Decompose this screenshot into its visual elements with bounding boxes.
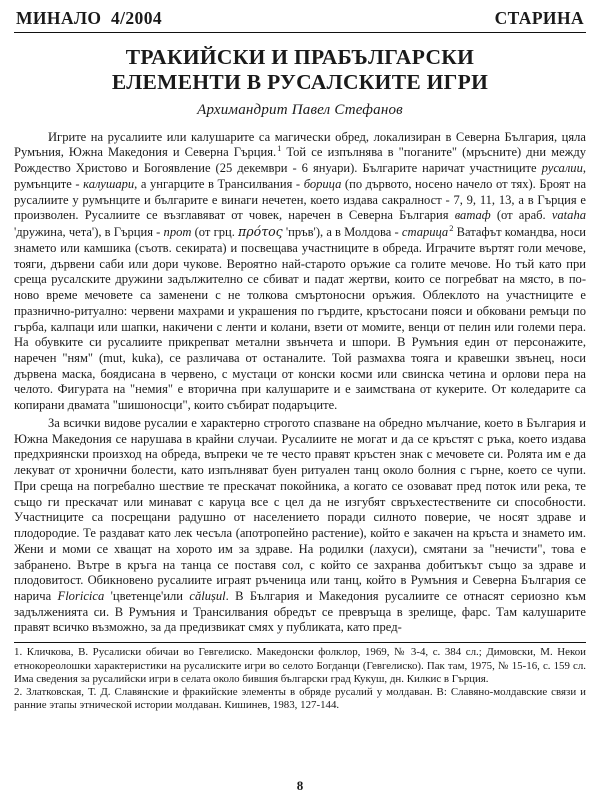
text-run: 'пръв'), а в Молдова - — [282, 225, 402, 240]
text-run: (от араб. — [490, 208, 552, 223]
italic-term-kalushari: калушари — [83, 176, 135, 191]
footnote-2: 2. Златковская, Т. Д. Славянские и фракийские элементы в обряде русалий у молдаван. В: Славяно-молдавские связи и ранние этапы этнической истории молдаван. Кишинев, 1983, 127-144. — [14, 686, 586, 712]
footnote-marker-2: 2 — [449, 222, 454, 233]
body-paragraph-2 — [14, 416, 586, 636]
page-title-line-1: ТРАКИЙСКИ И ПРАБЪЛГАРСКИ — [125, 45, 475, 69]
italic-term-staritsa: старица — [401, 225, 449, 240]
text-run: Игрите на русалиите или калушарите са магически обред, локализиран в Северна България, цяла Румъния, Южна Македония и Северна Гърция. — [14, 129, 586, 160]
running-head-journal: МИНАЛО 4/2004 — [16, 8, 162, 28]
italic-term-boritsa: борица — [303, 176, 342, 191]
italic-term-prot: прот — [163, 225, 192, 240]
italic-term-floricica: Floricica — [57, 589, 105, 604]
footnote-divider — [14, 642, 586, 643]
text-run: , а унгарците в Трансилвания - — [134, 176, 304, 191]
header-divider — [14, 32, 586, 33]
text-run: 'цветенце'или — [104, 589, 190, 604]
footnote-marker-1: 1 — [277, 143, 282, 154]
page-number: 8 — [296, 778, 304, 793]
page-title — [20, 45, 580, 96]
greek-term-protos: πρότος — [238, 224, 283, 240]
text-run: За всички видове русалии е характерно строгото спазване на обредно мълчание, което в България и Южна Македония се нарушава в крайни случаи. Русалиите не могат и да се кръстят с ръка, което издава предхриянски произход на обреда, въпреки че те често правят кръстен знак с мечовете си. Ролята им е да лекуват от хронични болести, като изпълняват буен ритуален танц около болния с гърне, което се чупи. При среща на погребално шествие те прескачат покойника, а когато се озовават пред поток или река, те също ги прескачат или минават с каруца все с цел да не изгубят свръхестествените си способности. Участниците са посрещани радушно от населението поради силното поверие, че носят здраве и плодородие. Те раздават като лек чесъла (апотропейно растение), който е закачен на кръста и знамето им. Жени и моми се хващат на хорото им за здраве. На родилки (лахуси), смятани за "нечисти", това е забранено. Вътре в кръга на танца се поставя сол, с който се захранва добитъкът също за здраве и плодовитост. Обикновено русалиите играят ръченица или танц, който в Румъния и Северна България се нарича — [14, 415, 586, 604]
text-run: (по дървото, носено начело от тях). Броят на русалиите у румънците и българите е винаги нечетен, което издава сакралност - 7, 9, 11, 13, а в Гърция е произволен. Русалиите се възглавяват от човек, наречен в Северна България — [14, 176, 587, 223]
text-run: , румънците - — [14, 161, 586, 191]
footnotes — [14, 646, 586, 712]
text-run: (от грц. — [191, 225, 239, 240]
body-paragraph-1 — [14, 130, 586, 414]
italic-term-vataha: vataha — [551, 208, 586, 223]
running-head-section: СТАРИНА — [494, 8, 584, 28]
footnote-1: 1. Кличкова, В. Русалиски обичаи во Гевгелиско. Македонски фолклор, 1969, № 3-4, с. 384 сл.; Димовски, М. Некои етнокореолошки характеристики на русалиските игри во селото Богданци (Гевгелиско). Пак там, 1975, № 15-16, с. 159 сл. Има сведения за русалийски игри в селата около бившия български град Кукуш, дн. Килкис в Гърция. — [14, 646, 586, 685]
text-run: 'дружина, чета'), в Гърция - — [14, 225, 164, 240]
article-body — [14, 130, 586, 637]
running-head — [14, 8, 586, 32]
italic-term-calusul: călușul — [189, 589, 226, 604]
author-byline: Архимандрит Павел Стефанов — [197, 101, 403, 118]
text-run: Той се изпълнява в "поганите" (мръсните) дни между Рождество Христово и Богоявление (25 декември - 6 януари). Българите наричат участниците — [14, 145, 586, 176]
text-run: Ватафът командва, носи знамето или камшика (съотв. секирата) и посвещава участниците в обреда. Играчите въртят голи мечове, тояги, дървени саби или дори чукове. Вероятно най-старото оръжие са голите мечове. Но тъй като при среща русалските дружини задължително се сбиват и падат жертви, които се погребват на място, в по-ново време мечовете са заменени с не толкова смъртоносни оръжия. Облеклото на участниците е празнично-ритуално: червени махрами и украшения по гърдите, кръстосани пояси и обковани ремъци по гърба, калпаци или шапки, накичени с ленти и колани, взети от момите, венци от пелин или големи пера. На обувките си русалиите прикрепват метални звънчета и шпори. В Румъния един от персонажите, наречен "ням" (mut, kuka), се различава от останалите. Той размахва тояга и кравешки звънец, носи дървена маска, боядисана в червено, с мустаци от конски косми или свинска четина и орлови пера на челото. Фигурата на "немия" е вторична при калушарите и е заимствана от кукерите. От коледарите са копирани двамата "шишоносци", които събират подаръците. — [14, 225, 586, 413]
text-run: . В България и Македония русалиите се отнасят сериозно към задълженията си. В Румъния и Трансилвания обредът се превръща в зрелище, фарс. Там калушарите правят всичко възможно, за да предизвикат смях у публиката, като пред- — [14, 589, 586, 635]
italic-term-vataf: ватаф — [454, 208, 491, 223]
italic-term-rusalii: русалии — [541, 161, 583, 176]
page-title-line-2: ЕЛЕМЕНТИ В РУСАЛСКИТЕ ИГРИ — [111, 70, 489, 95]
